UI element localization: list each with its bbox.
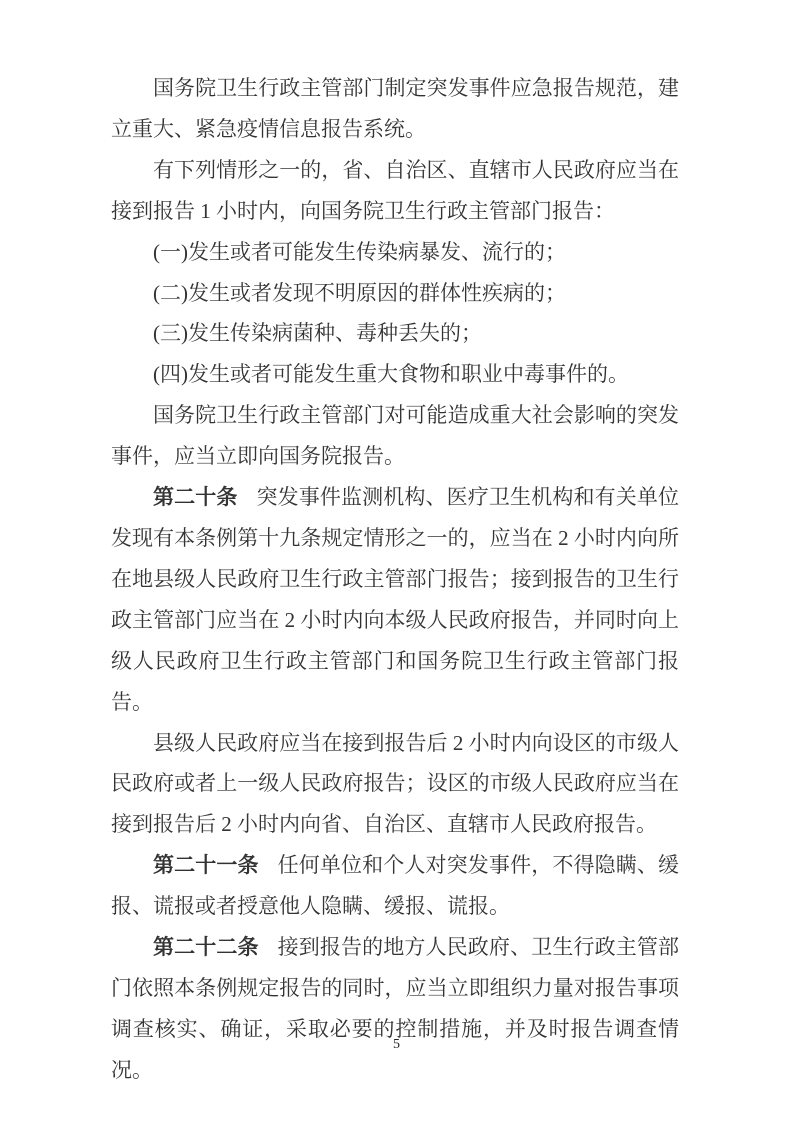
list-item-4 xyxy=(111,354,679,395)
paragraph xyxy=(111,395,679,477)
article-number: 第二十一条 xyxy=(153,853,259,878)
paragraph-text: (四)发生或者可能发生重大食物和职业中毒事件的。 xyxy=(153,362,629,387)
paragraph-text: 有下列情形之一的，省、自治区、直辖市人民政府应当在接到报告 1 小时内，向国务院卫生行政主管部门报告： xyxy=(111,157,679,223)
list-item-2 xyxy=(111,273,679,314)
paragraph-text: (一)发生或者可能发生传染病暴发、流行的； xyxy=(153,239,566,264)
paragraph xyxy=(111,68,679,150)
paragraph-text: 县级人民政府应当在接到报告后 2 小时内向设区的市级人民政府或者上一级人民政府报告；设区的市级人民政府应当在接到报告后 2 小时内向省、自治区、直辖市人民政府报告。 xyxy=(111,730,679,837)
paragraph xyxy=(111,723,679,846)
article-number: 第二十二条 xyxy=(153,935,259,960)
article-20-paragraph xyxy=(111,477,679,722)
paragraph-text: 接到报告的地方人民政府、卫生行政主管部门依照本条例规定报告的同时，应当立即组织力量对报告事项调查核实、确证，采取必要的控制措施，并及时报告调查情况。 xyxy=(111,935,680,1082)
page-body-text xyxy=(111,68,679,1091)
paragraph-text: 国务院卫生行政主管部门制定突发事件应急报告规范，建立重大、紧急疫情信息报告系统。 xyxy=(111,76,679,141)
paragraph xyxy=(111,150,679,232)
article-22-paragraph xyxy=(111,927,679,1091)
paragraph-text: 突发事件监测机构、医疗卫生机构和有关单位发现有本条例第十九条规定情形之一的，应当在 2 小时内向所在地县级人民政府卫生行政主管部门报告；接到报告的卫生行政主管部门应当在 2 小时内向本级人民政府报告，并同时向上级人民政府卫生行政主管部门和国务院卫生行政主管部门报告。 xyxy=(111,485,680,714)
list-item-3 xyxy=(111,313,679,354)
paragraph-text: (二)发生或者发现不明原因的群体性疾病的； xyxy=(153,280,566,305)
page-number: 5 xyxy=(393,1037,400,1052)
paragraph-text: (三)发生传染病菌种、毒种丢失的； xyxy=(153,321,482,346)
list-item-1 xyxy=(111,232,679,273)
article-number: 第二十条 xyxy=(153,485,238,510)
paragraph-text: 国务院卫生行政主管部门对可能造成重大社会影响的突发事件，应当立即向国务院报告。 xyxy=(111,403,679,469)
article-21-paragraph xyxy=(111,845,679,927)
paragraph-text: 任何单位和个人对突发事件，不得隐瞒、缓报、谎报或者授意他人隐瞒、缓报、谎报。 xyxy=(111,853,680,919)
